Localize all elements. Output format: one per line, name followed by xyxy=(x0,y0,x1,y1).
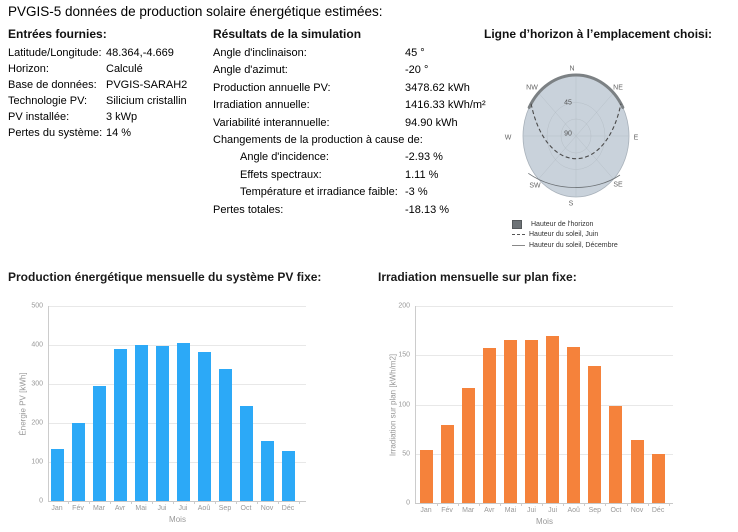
result-label: Irradiation annuelle: xyxy=(213,99,310,112)
result-value: -3 % xyxy=(405,186,428,199)
x-tick-mark xyxy=(437,503,438,506)
result-label: Variabilité interannuelle: xyxy=(213,116,330,129)
input-label: Pertes du système: xyxy=(8,127,103,139)
pv-production-chart xyxy=(18,302,306,524)
bar-Oct xyxy=(609,406,622,504)
result-row-total-losses xyxy=(213,202,486,219)
x-tick-label: Mai xyxy=(504,507,517,514)
input-label: Technologie PV: xyxy=(8,95,88,107)
input-row-database xyxy=(8,77,187,93)
solid-line-icon xyxy=(512,245,525,246)
x-tick-mark xyxy=(194,501,195,504)
result-value: -18.13 % xyxy=(405,203,450,216)
gridline-500 xyxy=(49,306,306,307)
bar-Mai xyxy=(135,345,148,501)
irradiation-chart xyxy=(388,302,673,526)
compass-label-ne: NE xyxy=(613,84,623,92)
result-label: Température et irradiance faible: xyxy=(240,186,398,199)
input-row-losses xyxy=(8,125,187,141)
bar-Jui xyxy=(546,336,559,503)
result-label: Angle d'inclinaison: xyxy=(213,47,307,59)
x-tick-label: Nov xyxy=(260,505,274,512)
bar-Déc xyxy=(652,454,665,503)
x-tick-label: Jan xyxy=(51,505,63,512)
pv-chart-title: Production énergétique mensuelle du système PV fixe: xyxy=(8,270,322,284)
y-tick-label: 50 xyxy=(402,450,410,458)
compass-label-sw: SW xyxy=(529,182,541,190)
result-row-spectral-effects xyxy=(213,167,486,184)
bar-Mar xyxy=(93,386,106,501)
x-tick-label: Mar xyxy=(92,505,106,512)
x-tick-mark xyxy=(131,501,132,504)
input-label: PV installée: xyxy=(8,111,70,123)
result-value: -2.93 % xyxy=(405,151,443,164)
input-row-latlon xyxy=(8,45,187,61)
altitude-label-90: 90 xyxy=(564,130,572,138)
input-value: Silicium cristallin xyxy=(106,95,187,107)
x-tick-label: Déc xyxy=(281,505,295,512)
bar-Sep xyxy=(588,366,601,503)
x-tick-mark xyxy=(236,501,237,504)
x-tick-mark xyxy=(278,501,279,504)
result-label: Effets spectraux: xyxy=(240,168,322,181)
x-tick-label: Nov xyxy=(630,507,644,514)
legend-item-december xyxy=(512,240,618,251)
y-tick-label: 0 xyxy=(39,497,43,505)
bar-Mai xyxy=(504,340,517,504)
result-row-temperature xyxy=(213,184,486,201)
result-label: Pertes totales: xyxy=(213,203,284,216)
x-tick-label: Fév xyxy=(441,507,453,514)
x-tick-mark xyxy=(627,503,628,506)
x-tick-mark xyxy=(110,501,111,504)
compass-label-n: N xyxy=(569,65,575,73)
page-title: PVGIS-5 données de production solaire énergétique estimées: xyxy=(8,4,383,19)
result-row-incidence-angle xyxy=(213,149,486,166)
y-axis-label: Irradiation sur plan [kWh/m2] xyxy=(388,353,398,456)
dashed-line-icon xyxy=(512,234,525,235)
bar-Jan xyxy=(51,449,64,501)
x-tick-mark xyxy=(521,503,522,506)
y-tick-label: 200 xyxy=(398,302,410,310)
result-label: Angle d'incidence: xyxy=(240,151,329,164)
x-axis-label: Mois xyxy=(169,515,186,524)
gridline-100 xyxy=(416,405,673,406)
x-tick-mark xyxy=(215,501,216,504)
legend-label: Hauteur du soleil, Juin xyxy=(529,231,599,239)
bar-Aoû xyxy=(198,352,211,501)
x-tick-mark xyxy=(563,503,564,506)
x-tick-label: Oct xyxy=(240,505,252,512)
x-tick-label: Aoû xyxy=(197,505,211,512)
x-tick-mark xyxy=(500,503,501,506)
input-row-installed xyxy=(8,109,187,125)
x-tick-mark xyxy=(584,503,585,506)
bar-Nov xyxy=(261,441,274,501)
bar-Jui xyxy=(177,343,190,501)
x-tick-mark xyxy=(299,501,300,504)
y-axis-label: Énergie PV [kWh] xyxy=(18,371,28,436)
x-tick-label: Avr xyxy=(114,505,126,512)
x-tick-label: Oct xyxy=(610,507,622,514)
x-tick-label: Aoû xyxy=(567,507,580,514)
input-value: 3 kWp xyxy=(106,111,138,123)
bar-Avr xyxy=(114,349,127,501)
x-tick-label: Déc xyxy=(651,507,665,514)
gridline-0 xyxy=(48,501,306,502)
result-value: 94.90 kWh xyxy=(405,116,458,129)
x-tick-mark xyxy=(257,501,258,504)
y-tick-label: 200 xyxy=(31,419,43,427)
gridline-150 xyxy=(416,355,673,356)
y-tick-label: 0 xyxy=(406,499,410,507)
compass-label-nw: NW xyxy=(526,84,538,92)
x-tick-label: Jui xyxy=(157,505,167,512)
legend-item-horizon xyxy=(512,219,618,230)
bar-Sep xyxy=(219,369,232,501)
bar-Fév xyxy=(72,423,85,501)
x-tick-mark xyxy=(542,503,543,506)
result-label: Changements de la production à cause de: xyxy=(213,134,423,147)
compass-label-w: W xyxy=(504,134,512,142)
gridline-0 xyxy=(415,503,673,504)
y-tick-label: 300 xyxy=(31,380,43,388)
input-value: 48.364,-4.669 xyxy=(106,47,174,59)
result-row-variability xyxy=(213,115,486,132)
result-value: 1.11 % xyxy=(405,168,439,181)
inputs-header: Entrées fournies: xyxy=(8,27,107,41)
gridline-200 xyxy=(416,306,673,307)
input-label: Horizon: xyxy=(8,63,49,75)
x-tick-mark xyxy=(605,503,606,506)
y-tick-label: 500 xyxy=(31,302,43,310)
inputs-section xyxy=(8,27,187,141)
bar-Jui xyxy=(156,346,169,501)
x-tick-label: Mar xyxy=(462,507,475,514)
result-value: -20 ° xyxy=(405,64,429,77)
result-row-inclination xyxy=(213,45,486,62)
result-row-azimuth xyxy=(213,62,486,79)
inputs-table xyxy=(8,45,187,141)
legend-label: Hauteur de l'horizon xyxy=(531,220,594,228)
input-value: 14 % xyxy=(106,127,132,139)
input-value: PVGIS-SARAH2 xyxy=(106,79,188,91)
x-tick-label: Fév xyxy=(72,505,84,512)
bar-Fév xyxy=(441,425,454,503)
input-label: Latitude/Longitude: xyxy=(8,47,102,59)
bar-Aoû xyxy=(567,347,580,503)
square-marker-icon xyxy=(512,220,522,229)
result-value: 45 ° xyxy=(405,47,425,59)
legend-item-june xyxy=(512,230,618,241)
x-tick-mark xyxy=(648,503,649,506)
input-row-technology xyxy=(8,93,187,109)
y-tick-label: 150 xyxy=(398,351,410,359)
results-table xyxy=(213,45,486,219)
result-label: Production annuelle PV: xyxy=(213,81,331,94)
x-tick-label: Jui xyxy=(527,507,536,514)
result-label: Angle d'azimut: xyxy=(213,64,288,77)
y-tick-label: 400 xyxy=(31,341,43,349)
results-section xyxy=(213,27,486,219)
x-tick-label: Avr xyxy=(484,507,495,514)
x-tick-label: Jan xyxy=(420,507,432,514)
result-value: 1416.33 kWh/m² xyxy=(405,99,486,112)
horizon-header: Ligne d’horizon à l’emplacement choisi: xyxy=(484,27,713,41)
x-tick-mark xyxy=(89,501,90,504)
input-value: Calculé xyxy=(106,63,143,75)
result-row-annual-production xyxy=(213,80,486,97)
bar-Avr xyxy=(483,348,496,503)
x-tick-mark xyxy=(173,501,174,504)
input-row-horizon xyxy=(8,61,187,77)
bar-Déc xyxy=(282,451,295,501)
x-tick-mark xyxy=(479,503,480,506)
y-tick-label: 100 xyxy=(398,401,410,408)
horizon-legend xyxy=(512,219,618,251)
compass-label-s: S xyxy=(568,200,574,208)
x-tick-mark xyxy=(68,501,69,504)
bar-Nov xyxy=(631,440,644,503)
altitude-label-45: 45 xyxy=(564,99,572,107)
x-tick-mark xyxy=(458,503,459,506)
irradiation-chart-title: Irradiation mensuelle sur plan fixe: xyxy=(378,270,577,284)
bar-Jui xyxy=(525,340,538,504)
x-tick-label: Jui xyxy=(178,505,188,512)
bar-Mar xyxy=(462,388,475,503)
x-axis-label: Mois xyxy=(536,517,553,526)
legend-label: Hauteur du soleil, Décembre xyxy=(529,241,618,249)
result-row-annual-irradiation xyxy=(213,97,486,114)
results-header: Résultats de la simulation xyxy=(213,27,362,41)
bar-Jan xyxy=(420,450,433,503)
x-tick-mark xyxy=(669,503,670,506)
input-label: Base de données: xyxy=(8,79,97,91)
compass-label-e: E xyxy=(633,134,639,142)
bar-Oct xyxy=(240,406,253,501)
x-tick-label: Sep xyxy=(218,505,232,512)
x-tick-label: Mai xyxy=(135,505,147,512)
result-value: 3478.62 kWh xyxy=(405,81,470,94)
y-tick-label: 100 xyxy=(31,458,43,466)
x-tick-label: Sep xyxy=(588,507,602,514)
compass-label-se: SE xyxy=(613,181,623,189)
x-tick-mark xyxy=(152,501,153,504)
x-tick-label: Jui xyxy=(548,507,558,514)
result-row-changes-header xyxy=(213,132,486,149)
